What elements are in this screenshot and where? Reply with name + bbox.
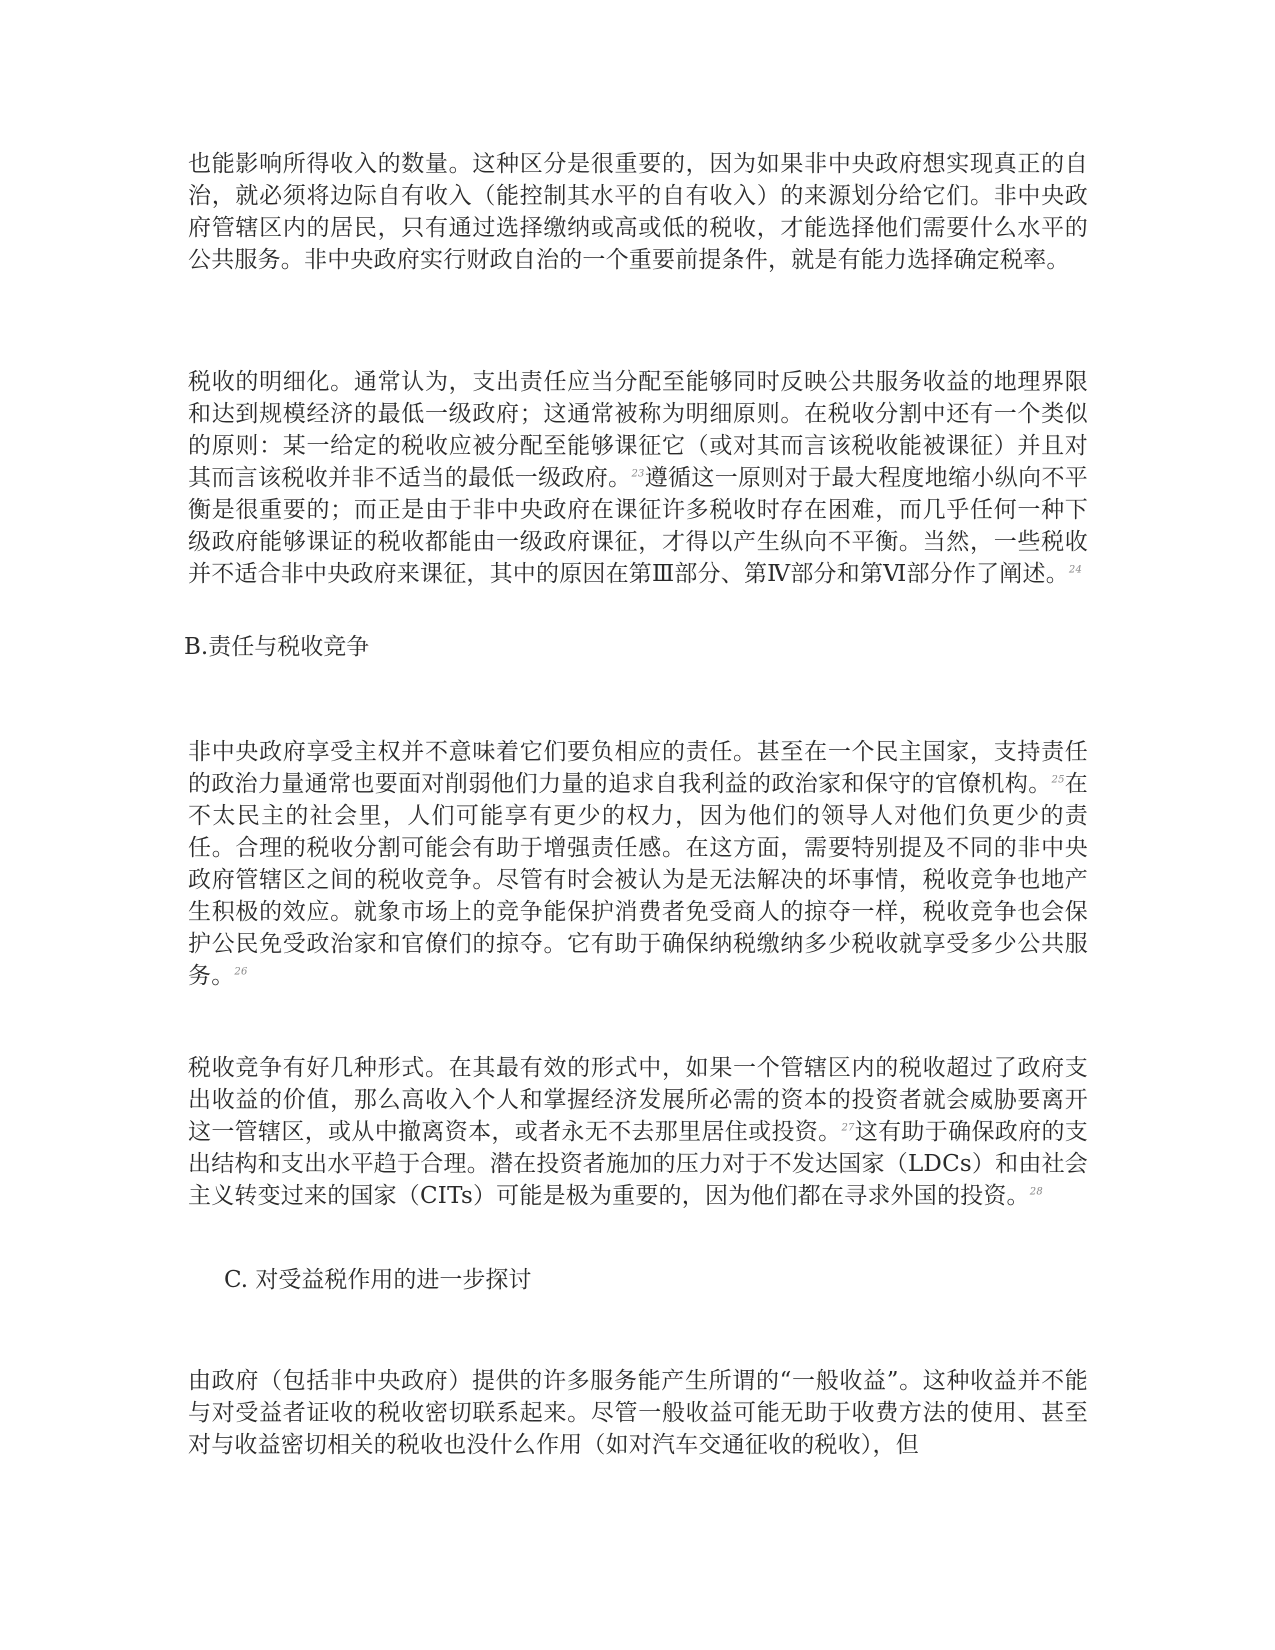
footnote-marker[interactable]: 23 [631, 468, 645, 480]
paragraph-fiscal-autonomy [188, 148, 1088, 276]
footnote-marker[interactable]: 26 [234, 966, 248, 978]
footnote-marker[interactable]: 25 [1051, 774, 1065, 786]
paragraph-text: 税收的明细化。通常认为，支出责任应当分配至能够同时反映公共服务收益的地理界限和达到规模经济的最低一级政府；这通常被称为明细原则。在税收分割中还有一个类似的原则：某一给定的税收应被分配至能够课征它（或对其而言该税收能被课征）并且对其而言该税收并非不适当的最低一级政府。 [188, 369, 1088, 491]
paragraph-text: 税收竞争有好几种形式。在其最有效的形式中，如果一个管辖区内的税收超过了政府支出收益的价值，那么高收入个人和掌握经济发展所必需的资本的投资者就会威胁要离开这一管辖区，或从中撤离资本，或者永无不去那里居住或投资。 [188, 1055, 1088, 1145]
section-heading-c: C. 对受益税作用的进一步探讨 [224, 1267, 532, 1293]
footnote-marker[interactable]: 28 [1029, 1186, 1043, 1198]
paragraph-text: 这有助于确保政府的支出结构和支出水平趋于合理。潜在投资者施加的压力对于不发达国家（LDCs）和由社会主义转变过来的国家（CITs）可能是极为重要的，因为他们都在寻求外国的投资。 [188, 1119, 1088, 1209]
section-heading-b: B.责任与税收竞争 [184, 634, 370, 660]
footnote-marker[interactable]: 27 [841, 1122, 855, 1134]
paragraph-text: 也能影响所得收入的数量。这种区分是很重要的，因为如果非中央政府想实现真正的自治，就必须将边际自有收入（能控制其水平的自有收入）的来源划分给它们。非中央政府管辖区内的居民，只有通过选择缴纳或高或低的税收，才能选择他们需要什么水平的公共服务。非中央政府实行财政自治的一个重要前提条件，就是有能力选择确定税率。 [188, 151, 1088, 273]
paragraph-responsibility [188, 736, 1088, 992]
footnote-marker[interactable]: 24 [1068, 564, 1083, 576]
paragraph-tax-competition [188, 1052, 1088, 1212]
paragraph-text: 在不太民主的社会里，人们可能享有更少的权力，因为他们的领导人对他们负更少的责任。合理的税收分割可能会有助于增强责任感。在这方面，需要特别提及不同的非中央政府管辖区之间的税收竞争。尽管有时会被认为是无法解决的坏事情，税收竞争也地产生积极的效应。就象市场上的竞争能保护消费者免受商人的掠夺一样，税收竞争也会保护公民免受政治家和官僚们的掠夺。它有助于确保纳税缴纳多少税收就享受多少公共服务。 [188, 771, 1088, 989]
paragraph-text: 由政府（包括非中央政府）提供的许多服务能产生所谓的“一般收益”。这种收益并不能与对受益者证收的税收密切联系起来。尽管一般收益可能无助于收费方法的使用、甚至对与收益密切相关的税收也没什么作用（如对汽车交通征收的税收），但 [188, 1368, 1088, 1458]
paragraph-general-benefits [188, 1365, 1088, 1461]
paragraph-text: 遵循这一原则对于最大程度地缩小纵向不平衡是很重要的；而正是由于非中央政府在课征许多税收时存在困难，而几乎任何一种下级政府能够课证的税收都能由一级政府课征，才得以产生纵向不平衡。当然，一些税收并不适合非中央政府来课征，其中的原因在第Ⅲ部分、第Ⅳ部分和第Ⅵ部分作了阐述。 [188, 465, 1088, 587]
paragraph-tax-specification [188, 366, 1088, 590]
paragraph-text: 非中央政府享受主权并不意味着它们要负相应的责任。甚至在一个民主国家，支持责任的政治力量通常也要面对削弱他们力量的追求自我利益的政治家和保守的官僚机构。 [188, 739, 1088, 797]
